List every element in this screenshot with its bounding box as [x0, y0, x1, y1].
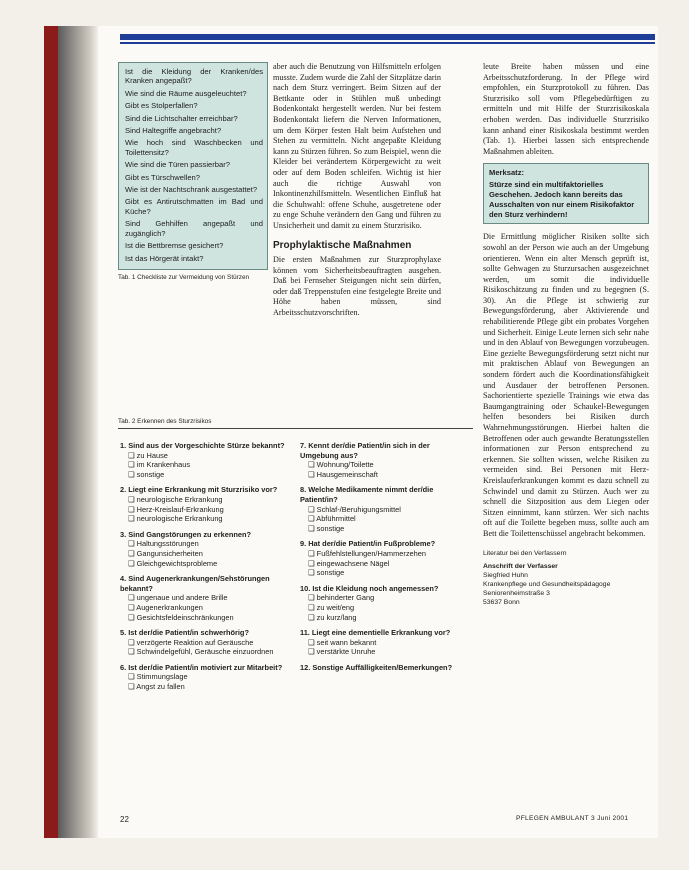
body-paragraph: Die ersten Maßnahmen zur Sturzprophylaxe können vom Sicherheitsbeauftragten ausgehen. Daß bei Fernseher Steigungen nicht sein dürfen, oder daß Treppenstufen eine festgelegte Breite und Höhe haben müssen, sind Arbeitsschutzvorschriften. [273, 255, 441, 318]
merksatz-label: Merksatz: [489, 168, 525, 178]
header-rule-thin [120, 42, 655, 44]
table-question: 6. Ist der/die Patient/in motiviert zur Mitarbeit? [120, 662, 283, 672]
table-option: ❑ seit wann bekannt [308, 637, 377, 647]
table-option: ❑ eingewachsene Nägel [308, 558, 390, 568]
table-option: ❑ zu weit/eng [308, 602, 355, 612]
body-paragraph: aber auch die Benutzung von Hilfsmitteln erfolgen musste. Zudem wurde die Zahl der Sitzplätze darin nach dem Sturz verringert. Beim Sitzen auf der Bettkante oder in Stühlen muß unbedingt Bodenkontakt hergestellt werden. Nur bei festem Bodenkontakt liefern die Nerven Informationen, um dem Körper festen Halt beim Aufstehen und Stehen zu vermitteln. Nicht angepaßte Kleidung kann zu Stürzen führen. So zum Beispiel, wenn die Kleider bei verändertem Körpergewicht zu weit oder auf dem Boden schleifen. Wichtig ist hier auch die richtige Auswahl von Inkontinenzhilfsmitteln. Wesentlichen Einfluß hat die Schuhwahl: offene Schuhe, ausgetretene oder zu enge Schuhe verändern den Gang und führen zu Unsicherheit und damit zu einem Sturzrisiko. [273, 62, 441, 230]
binding-shadow [58, 26, 98, 838]
journal-footer: PFLEGEN AMBULANT 3 Juni 2001 [516, 815, 629, 822]
table-question: 2. Liegt eine Erkrankung mit Sturzrisiko vor? [120, 485, 278, 495]
table-caption: Tab. 2 Erkennen des Sturzrisikos [118, 418, 212, 425]
table-option: ❑ neurologische Erkrankung [128, 514, 223, 524]
checklist-item: Sind Haltegriffe angebracht? [125, 126, 222, 136]
address-line: Seniorenheimstraße 3 [483, 589, 550, 597]
body-paragraph: Die Ermittlung möglicher Risiken sollte sich sowohl an der Person wie auch an der Umgebung orientieren. Wenn ein alter Mensch geprüft ist, sollte Gehwagen zu Sturzursachen ausgezeichnet werden, um somit die individuelle Risikoschätzung zu finden und zu begegnen (S. 30). An die Pflege ist schwierig zur Bewegungsförderung, aber Aktivierende und rehabilitierende Pflege gibt ein probates Vorgehen und Sicherheit. Einige Leute lernen sich sehr nahe und in den Ablauf von Bewegungen vorzubeugen. Eine gezielte Bewegungsförderung setzt nicht nur mit praktischen Ablauf von Bewegungen an sondern fördert auch die Koordinationsfähigkeit und Ausdauer der betroffenen Personen. Sachorientierte spezielle Trainings wie etwa das Baumgangtraining oder Schaukel-Bewegungen helfen besonders bei Risiken durch Wahrnehmungsstörungen. Hierbei halten die Betroffenen oder auch gewandte Beratungsstellen informationen zur Person entsprechend zu erkennen. Sie sollten wissen, welche Risiken zu vermeiden sind. Bei Personen mit Herz-Kreislauferkrankungen kommt es dazu schnell zu Schwindel und damit zu Stürzen. Auch wer zu schnell die Sitzposition aus dem Liegen oder Sitzen einnimmt, kann stürzen. Wer sich nachts oft auf die Toilette begeben muss, sollte auch am Bett die Toilettenschüssel angebracht bekommen. [483, 232, 649, 538]
table-left-column [120, 435, 288, 692]
table-option: ❑ Gangunsicherheiten [128, 548, 203, 558]
table-question: 7. Kennt der/die Patient/in sich in der Umgebung aus? [300, 441, 430, 460]
literature-block [483, 550, 649, 608]
middle-column [273, 62, 441, 319]
table-option: ❑ Augenerkrankungen [128, 602, 203, 612]
checklist-item: Wie ist der Nachtschrank ausgestattet? [125, 185, 258, 195]
checklist-item: Ist das Hörgerät intakt? [125, 253, 204, 263]
address-line: 53637 Bonn [483, 598, 520, 606]
merksatz-text: Stürze sind ein multifaktorielles Geschehen. Jedoch kann bereits das Ausschalten von nur einem Risikofaktor den Sturz verhindern! [489, 180, 635, 219]
table-question: 9. Hat der/die Patient/in Fußprobleme? [300, 539, 436, 549]
binding-edge [44, 26, 58, 838]
checklist-item: Sind Gehhilfen angepaßt und zugänglich? [125, 219, 263, 238]
table-option: ❑ Haltungsstörungen [128, 539, 199, 549]
table-option: ❑ verzögerte Reaktion auf Geräusche [128, 637, 254, 647]
checklist-item: Gibt es Türschwellen? [125, 172, 200, 182]
table-right-column [300, 435, 468, 672]
right-column [483, 62, 649, 607]
checklist-item: Wie sind die Räume ausgeleuchtet? [125, 88, 247, 98]
header-rule [120, 34, 655, 40]
table-option: ❑ Gesichtsfeldeinschränkungen [128, 612, 234, 622]
table-option: ❑ verstärkte Unruhe [308, 647, 376, 657]
table-question: 1. Sind aus der Vorgeschichte Stürze bekannt? [120, 441, 285, 450]
section-heading: Prophylaktische Maßnahmen [273, 239, 412, 251]
table-option: ❑ Gleichgewichtsprobleme [128, 558, 218, 568]
sturzrisiko-table [118, 428, 473, 809]
table-option: ❑ zu kurz/lang [308, 612, 357, 622]
table-option: ❑ Angst zu fallen [128, 682, 185, 692]
checklist-item: Gibt es Antirutschmatten im Bad und Küche? [125, 197, 263, 216]
table-option: ❑ ungenaue und andere Brille [128, 593, 228, 603]
table-option: ❑ Wohnung/Toilette [308, 460, 374, 470]
page-number: 22 [120, 815, 129, 824]
table-option: ❑ sonstige [308, 523, 345, 533]
address-line: Siegfried Huhn [483, 572, 528, 580]
table-question: 8. Welche Medikamente nimmt der/die Patient/in? [300, 485, 434, 504]
table-option: ❑ neurologische Erkrankung [128, 494, 223, 504]
checklist-item: Ist die Kleidung der Kranken/des Kranken angepaßt? [125, 67, 263, 86]
checklist-caption: Tab. 1 Checkliste zur Vermeidung von Stürzen [118, 273, 250, 281]
table-option: ❑ Fußfehlstellungen/Hammerzehen [308, 548, 426, 558]
checklist-box [118, 62, 268, 270]
table-question: 3. Sind Gangstörungen zu erkennen? [120, 529, 251, 539]
merksatz-box [483, 163, 649, 224]
table-option: ❑ Hausgemeinschaft [308, 469, 378, 479]
table-question: 4. Sind Augenerkrankungen/Sehstörungen bekannt? [120, 574, 270, 593]
table-option: ❑ Stimmungslage [128, 672, 188, 682]
literature-note: Literatur bei den Verfassern [483, 549, 567, 557]
table-option: ❑ Herz-Kreislauf-Erkrankung [128, 504, 224, 514]
table-option: ❑ Abführmittel [308, 514, 356, 524]
left-column [118, 62, 268, 282]
table-option: ❑ sonstige [308, 568, 345, 578]
table-option: ❑ zu Hause [128, 450, 168, 460]
checklist-item: Gibt es Stolperfallen? [125, 101, 198, 111]
table-option: ❑ behinderter Gang [308, 593, 375, 603]
table-question: 10. Ist die Kleidung noch angemessen? [300, 583, 439, 593]
checklist-item: Ist die Bettbremse gesichert? [125, 241, 224, 251]
table-option: ❑ sonstige [128, 469, 165, 479]
body-paragraph: leute Breite haben müssen und eine Arbeitsschutzforderung. In der Pflege wird empfohlen, ein Sturzprotokoll zu führen. Das Sturzrisiko soll vom Pflegebedürftigen zu ermitteln und mit Hilfe der Sturzrisikoskala erhoben werden. Das individuelle Sturzrisiko kann anhand einer Risikoskala bestimmt werden (Tab. 1). Hierbei lassen sich entsprechende Maßnahmen ableiten. [483, 62, 649, 156]
table-question: 5. Ist der/die Patient/in schwerhörig? [120, 628, 249, 638]
table-option: ❑ Schwindelgefühl, Geräusche einzuordnen [128, 647, 274, 657]
address-label: Anschrift der Verfasser [483, 563, 558, 571]
checklist-item: Sind die Lichtschalter erreichbar? [125, 113, 238, 123]
table-question: 11. Liegt eine dementielle Erkrankung vor? [300, 628, 451, 638]
checklist-item: Wie hoch sind Waschbecken und Toilettensitz? [125, 138, 263, 157]
table-option: ❑ Schlaf-/Beruhigungsmittel [308, 504, 401, 514]
table-question: 12. Sonstige Auffälligkeiten/Bemerkungen? [300, 662, 453, 672]
checklist-item: Wie sind die Türen passierbar? [125, 160, 230, 170]
address-line: Krankenpflege und Gesundheitspädagoge [483, 580, 611, 588]
table-option: ❑ im Krankenhaus [128, 460, 191, 470]
